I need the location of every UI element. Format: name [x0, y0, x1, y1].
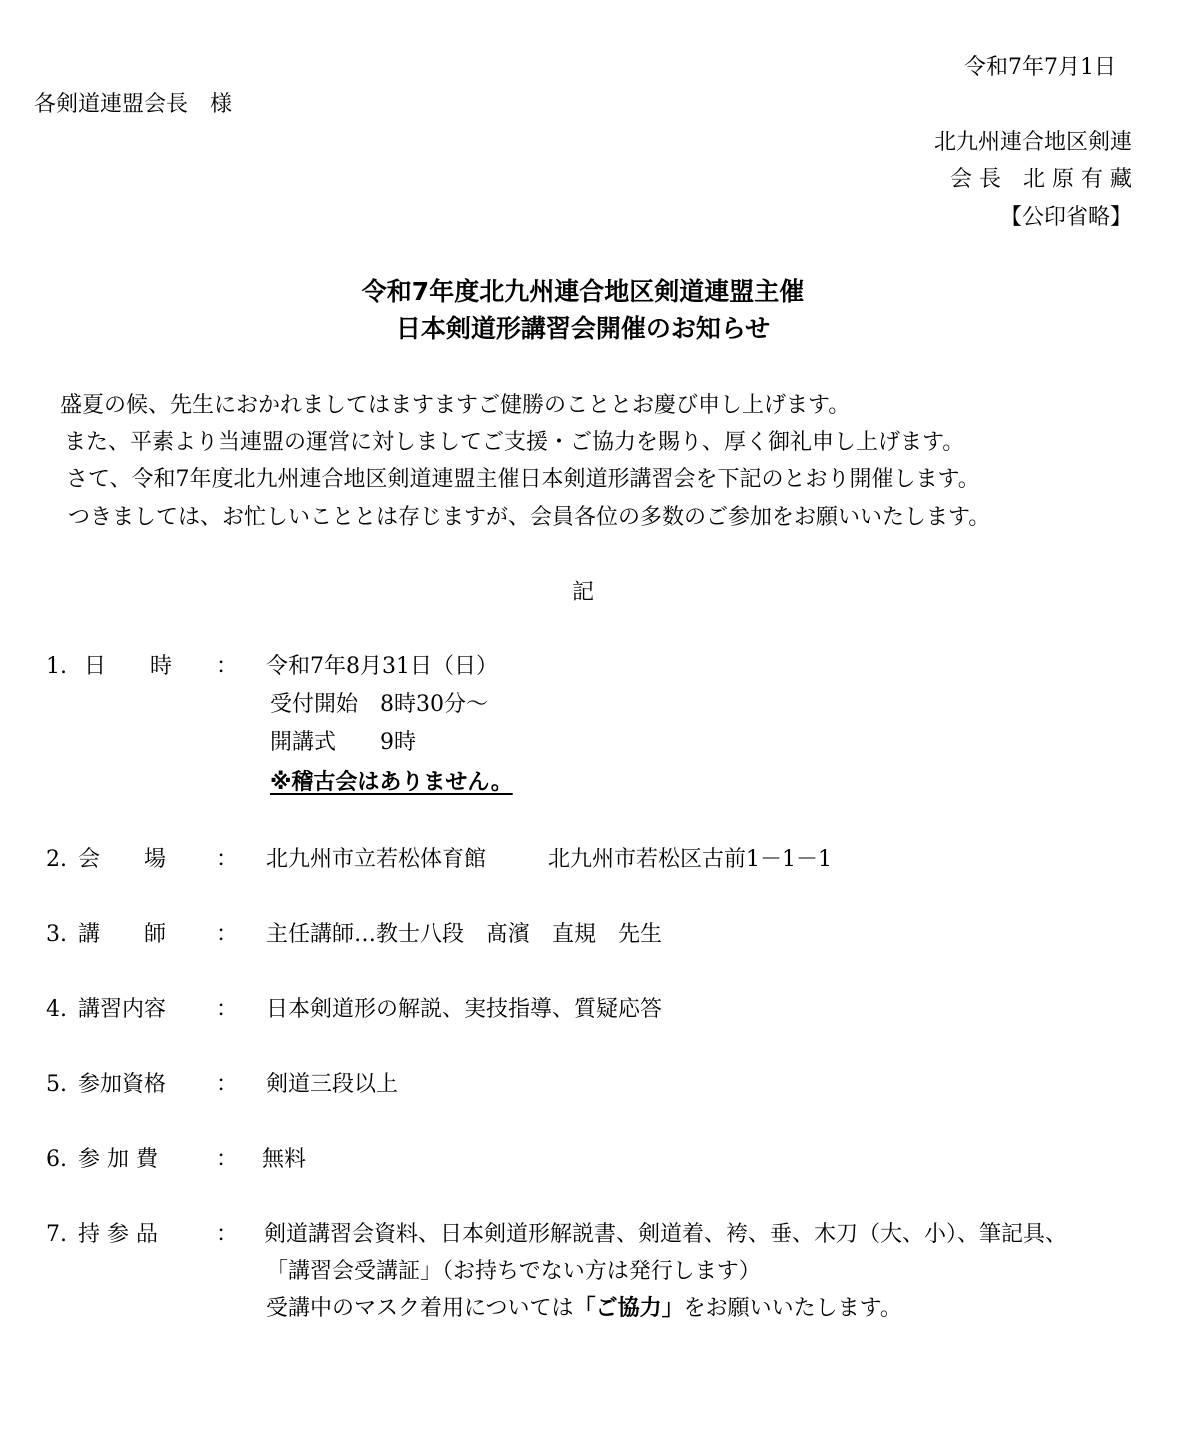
item-5-number: 5. — [46, 1072, 67, 1097]
item-5-colon: ： — [216, 1072, 239, 1097]
instructor: 主任講師…教士八段 髙濱 直規 先生 — [266, 922, 663, 947]
item-4-colon: ： — [216, 997, 239, 1022]
greeting-paragraph-4: つきましては、お忙しいこととは存じますが、会員各位の多数のご参加をお願いいたします。 — [68, 505, 991, 530]
item-3-colon: ： — [216, 922, 239, 947]
seal-omitted-note: 【公印省略】 — [999, 205, 1132, 230]
item-3-number: 3. — [46, 922, 67, 947]
mask-request-post: をお願いいたします。 — [683, 1296, 902, 1321]
course-content: 日本剣道形の解説、実技指導、質疑応答 — [266, 997, 663, 1022]
mask-request — [266, 1296, 902, 1322]
sender-organization: 北九州連合地区剣連 — [933, 130, 1132, 155]
document-date: 令和7年7月1日 — [964, 55, 1116, 80]
opening-ceremony: 開講式 9時 — [270, 730, 416, 755]
item-1-label: 日 時 — [84, 654, 173, 679]
mask-request-emphasis: 「ご協力」 — [573, 1296, 684, 1321]
item-4-label: 講習内容 — [78, 997, 167, 1022]
item-3-label: 講 師 — [78, 922, 167, 947]
items-to-bring-line1: 剣道講習会資料、日本剣道形解説書、剣道着、袴、垂、木刀（大、小）、筆記具、 — [264, 1222, 1068, 1247]
reception-start: 受付開始 8時30分～ — [270, 692, 488, 717]
eligibility: 剣道三段以上 — [266, 1072, 399, 1097]
venue-address: 北九州市若松区古前1－1－1 — [548, 847, 832, 872]
item-4-number: 4. — [46, 997, 67, 1022]
item-1-number: 1. — [46, 654, 67, 679]
document-title-line1: 令和7年度北九州連合地区剣道連盟主催 — [361, 277, 805, 306]
item-5-label: 参加資格 — [78, 1072, 167, 1097]
no-practice-note: ※稽古会はありません。 — [270, 770, 513, 795]
document-title-line2: 日本剣道形講習会開催のお知らせ — [395, 314, 771, 343]
mask-request-pre: 受講中のマスク着用については — [266, 1296, 574, 1321]
sender-name: 会 長 北 原 有 藏 — [950, 167, 1132, 192]
greeting-paragraph-1: 盛夏の候、先生におかれましてはますますご健勝のこととお慶び申し上げます。 — [60, 393, 851, 418]
participation-fee: 無料 — [262, 1147, 307, 1172]
item-7-colon: ： — [216, 1222, 239, 1247]
item-2-label: 会 場 — [78, 847, 167, 872]
ki-heading: 記 — [571, 580, 594, 605]
event-date: 令和7年8月31日（日） — [266, 654, 498, 679]
item-2-number: 2. — [46, 847, 67, 872]
venue-name: 北九州市立若松体育館 — [266, 847, 487, 872]
item-6-label: 参 加 費 — [78, 1147, 158, 1172]
item-6-colon: ： — [216, 1147, 239, 1172]
item-1-colon: ： — [216, 654, 239, 679]
greeting-paragraph-2: また、平素より当連盟の運営に対しましてご支援・ご協力を賜り、厚く御礼申し上げます。 — [64, 430, 965, 455]
items-to-bring-line2: 「講習会受講証」（お持ちでない方は発行します） — [266, 1259, 761, 1284]
item-7-label: 持 参 品 — [78, 1222, 158, 1247]
item-7-number: 7. — [46, 1222, 67, 1247]
greeting-paragraph-3: さて、令和7年度北九州連合地区剣道連盟主催日本剣道形講習会を下記のとおり開催します。 — [66, 467, 980, 492]
item-6-number: 6. — [46, 1147, 67, 1172]
item-2-colon: ： — [216, 847, 239, 872]
addressee: 各剣道連盟会長 様 — [34, 92, 233, 117]
